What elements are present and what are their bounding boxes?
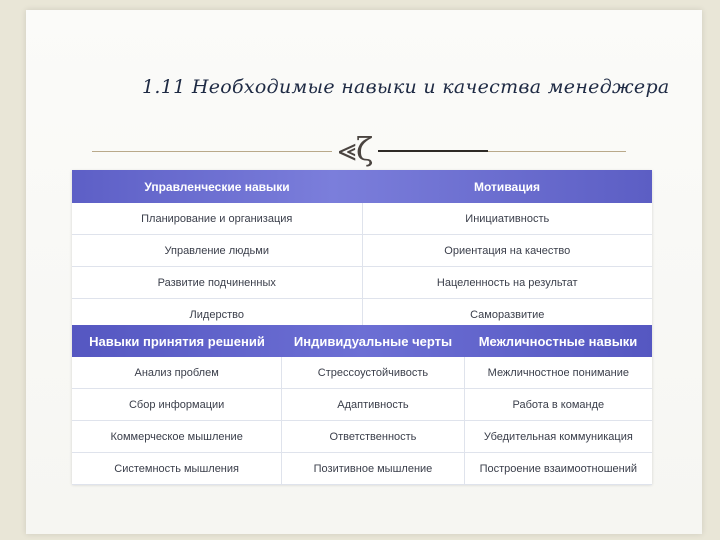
table-row <box>72 267 652 299</box>
table-header-top <box>72 170 652 203</box>
table-row <box>72 357 652 389</box>
table-row <box>72 203 652 235</box>
table-cell: Адаптивность <box>281 389 463 420</box>
table-cell: Ответственность <box>281 421 463 452</box>
table-cell: Позитивное мышление <box>281 453 463 484</box>
divider-left <box>92 151 332 152</box>
header-individual-traits: Индивидуальные черты <box>293 333 453 349</box>
table-cell: Планирование и организация <box>141 212 293 225</box>
table-cell: Саморазвитие <box>362 299 653 330</box>
table-cell: Построение взаимоотношений <box>464 453 652 484</box>
header-interpersonal-skills: Межличностные навыки <box>478 333 638 349</box>
table-cell: Убедительная коммуникация <box>464 421 652 452</box>
table-bottom-rows <box>72 357 652 485</box>
skills-table <box>72 170 652 484</box>
header-management-skills: Управленческие навыки <box>144 179 290 194</box>
table-cell: Ориентация на качество <box>362 235 653 266</box>
table-top-rows <box>72 203 652 331</box>
header-decision-skills: Навыки принятия решений <box>89 333 265 349</box>
divider-accent <box>378 150 488 152</box>
table-cell: Анализ проблем <box>134 366 219 379</box>
table-cell: Межличностное понимание <box>464 357 652 388</box>
table-row <box>72 453 652 485</box>
table-cell: Развитие подчиненных <box>157 276 276 289</box>
table-cell: Стрессоустойчивость <box>281 357 463 388</box>
table-row <box>72 235 652 267</box>
page-title: 1.11 Необходимые навыки и качества менеджера <box>142 76 670 98</box>
table-header-bottom <box>72 325 652 357</box>
table-cell: Управление людьми <box>164 244 269 257</box>
table-cell: Системность мышления <box>114 462 239 475</box>
header-motivation: Мотивация <box>474 179 540 194</box>
table-cell: Сбор информации <box>128 398 225 411</box>
table-row <box>72 389 652 421</box>
table-row <box>72 421 652 453</box>
table-cell: Инициативность <box>362 203 653 234</box>
table-cell: Нацеленность на результат <box>362 267 653 298</box>
table-cell: Работа в команде <box>464 389 652 420</box>
ornament-icon: ⪡ζ <box>338 130 374 168</box>
table-cell: Коммерческое мышление <box>110 430 243 443</box>
table-cell: Лидерство <box>189 308 244 321</box>
